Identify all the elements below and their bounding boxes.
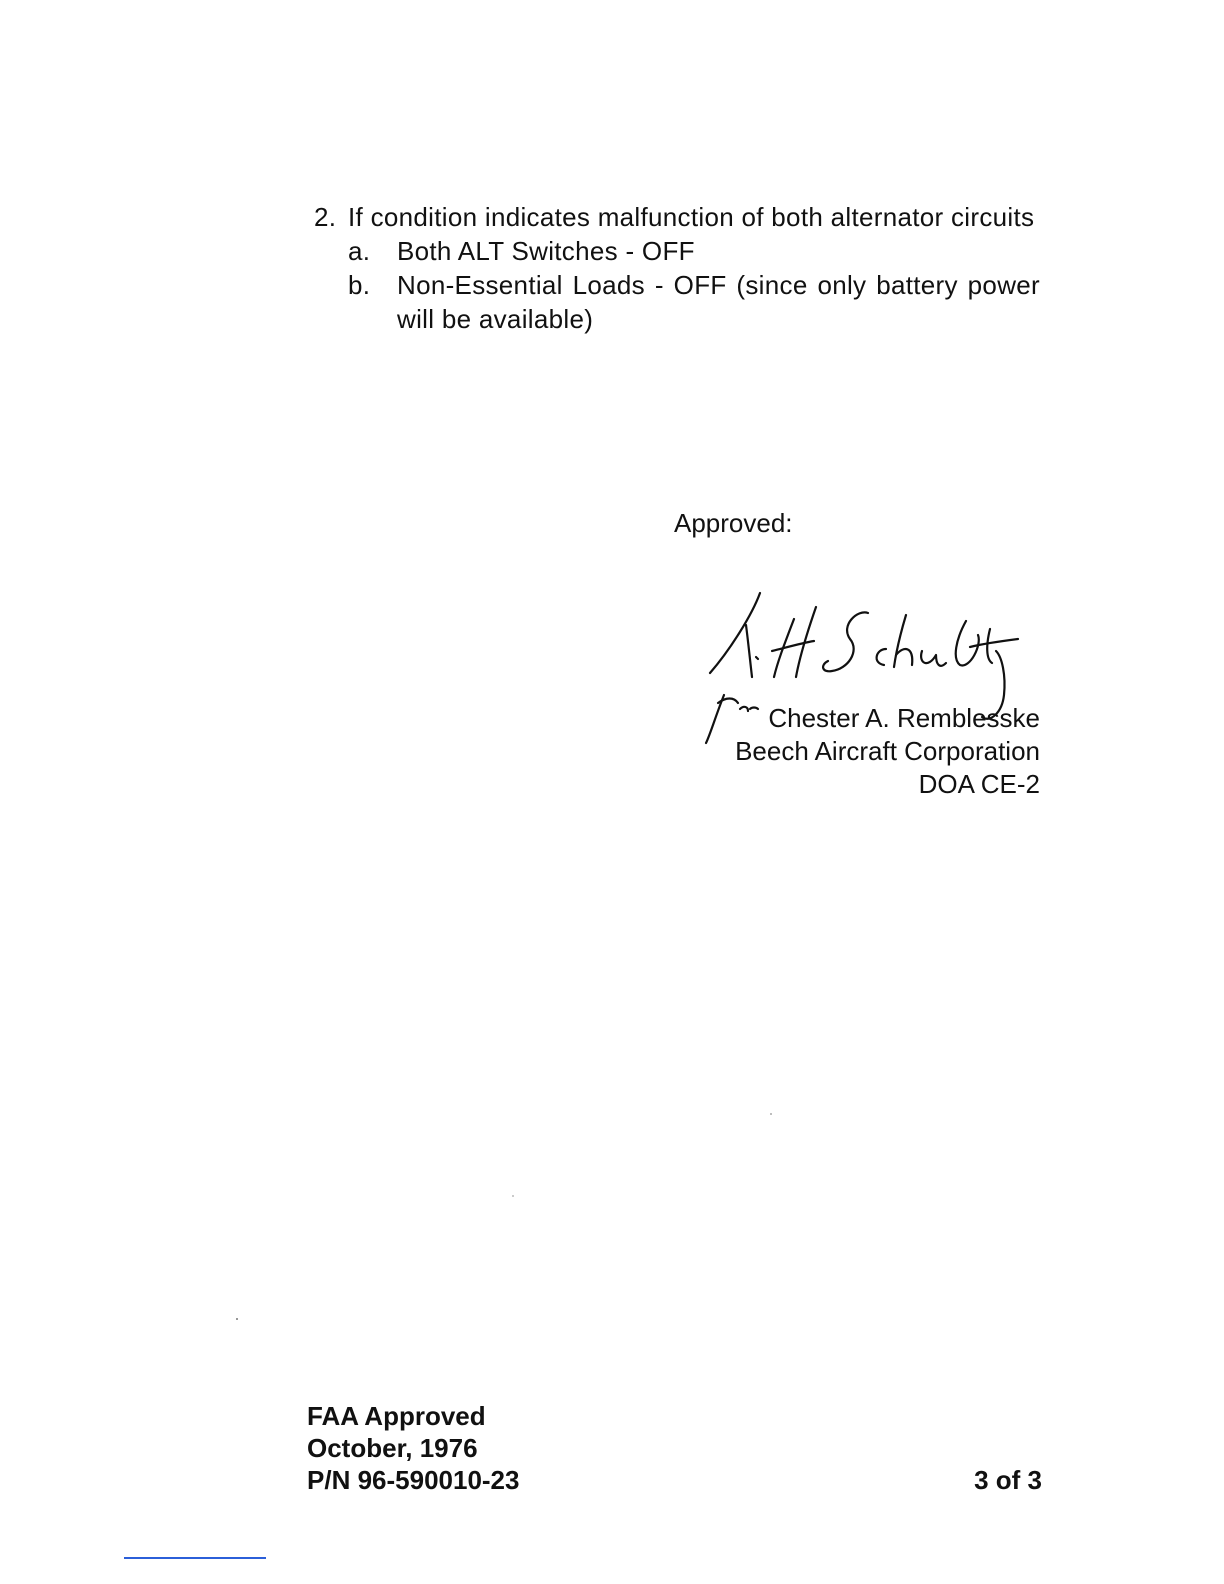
step-heading	[314, 200, 1040, 234]
procedure-step	[314, 200, 1040, 336]
sub-step-text: Both ALT Switches - OFF	[397, 236, 695, 266]
scan-speck	[236, 1318, 238, 1320]
sub-step-text: Non-Essential Loads - OFF (since only battery power will be available)	[397, 270, 1040, 334]
page-number: 3 of 3	[974, 1465, 1042, 1495]
doa-number: DOA CE-2	[918, 769, 1040, 799]
scan-speck	[512, 1195, 514, 1197]
sub-step-a	[348, 234, 1040, 268]
signer-company: Beech Aircraft Corporation	[735, 736, 1040, 766]
scan-speck	[770, 1113, 772, 1115]
footer-block	[307, 1400, 519, 1496]
sub-step-letter: a.	[348, 236, 371, 266]
footer-part-number: P/N 96-590010-23	[307, 1465, 520, 1495]
step-text: If condition indicates malfunction of both alternator circuits	[348, 202, 1035, 232]
sub-step-letter: b.	[348, 270, 371, 300]
approved-label: Approved:	[674, 508, 793, 538]
signature-block	[690, 702, 1040, 801]
signer-name: Chester A. Remblesske	[768, 703, 1040, 733]
sub-step-b	[348, 268, 1040, 336]
step-number: 2.	[314, 202, 337, 232]
bottom-divider	[124, 1557, 266, 1559]
footer-date: October, 1976	[307, 1433, 478, 1463]
footer-approval: FAA Approved	[307, 1401, 486, 1431]
